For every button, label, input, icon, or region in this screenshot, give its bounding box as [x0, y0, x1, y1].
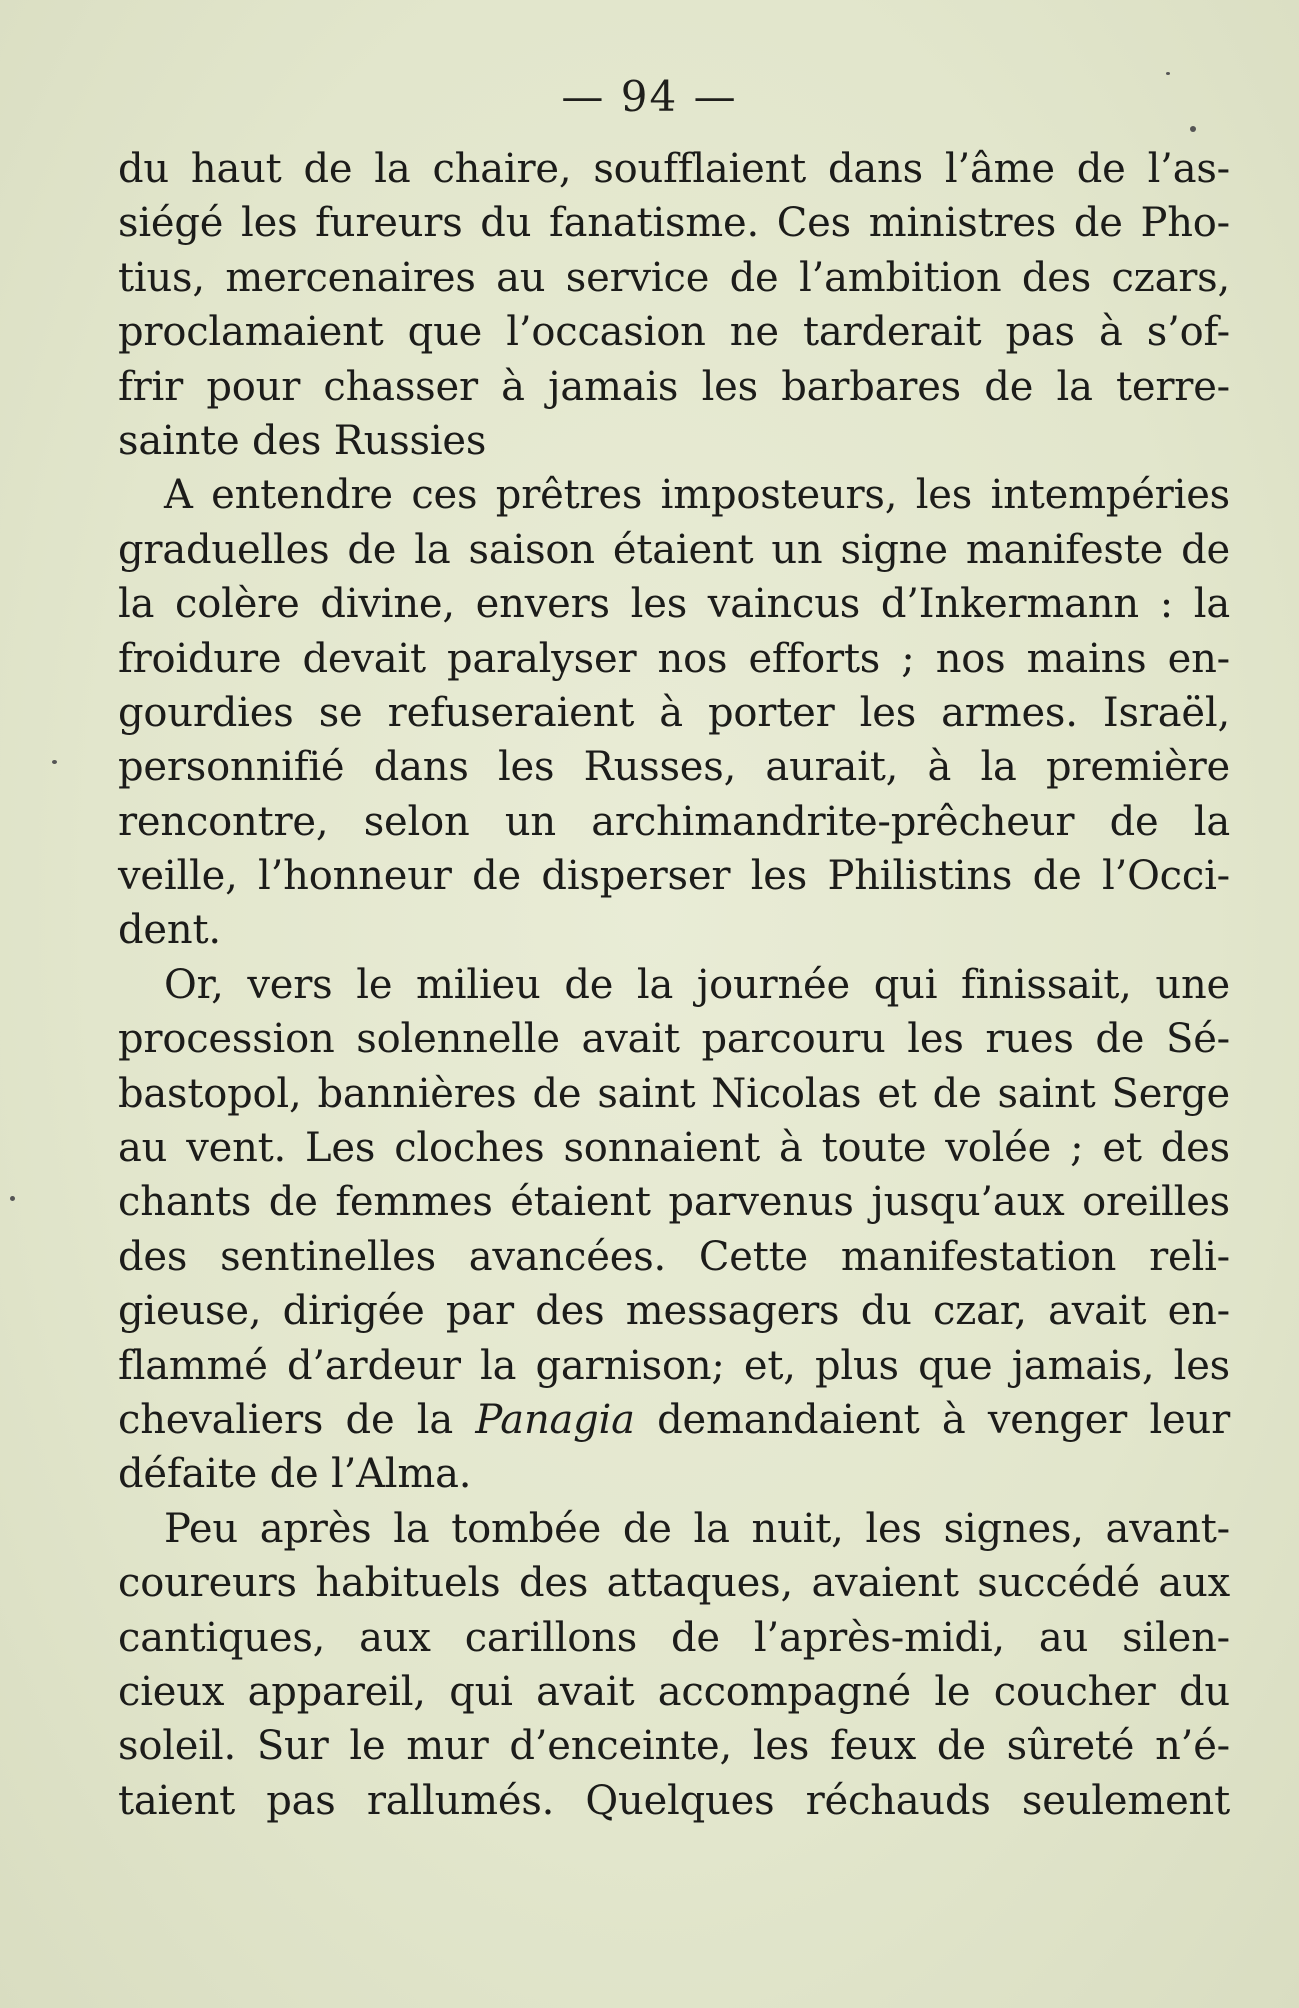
italic-word: Panagia	[475, 1396, 635, 1443]
paper-speck	[10, 1196, 15, 1201]
text-line: au vent. Les cloches sonnaient à toute volée ; et des	[118, 1125, 1230, 1172]
text-line: sainte des Russies	[118, 417, 487, 464]
paper-speck	[1190, 126, 1196, 132]
text-line: défaite de l’Alma.	[118, 1451, 472, 1498]
text-line: chants de femmes étaient parvenus jusqu’aux oreilles	[118, 1179, 1230, 1226]
text-line: des sentinelles avancées. Cette manifestation reli-	[118, 1233, 1230, 1280]
text-line: tius, mercenaires au service de l’ambition des czars,	[118, 254, 1230, 301]
paragraph-first-line: A entendre ces prêtres imposteurs, les intempéries	[164, 472, 1230, 519]
text-line: siégé les fureurs du fanatisme. Ces ministres de Pho-	[118, 200, 1230, 247]
text-line: chevaliers de la Panagia demandaient à venger leur	[118, 1396, 1230, 1443]
text-line: coureurs habituels des attaques, avaient succédé aux	[118, 1560, 1230, 1607]
paper-speck	[52, 760, 57, 764]
text-line: dent.	[118, 907, 221, 954]
text-line: cieux appareil, qui avait accompagné le coucher du	[118, 1668, 1230, 1715]
text-line: frir pour chasser à jamais les barbares de la terre-	[118, 363, 1230, 410]
text-line: gieuse, dirigée par des messagers du czar, avait en-	[118, 1288, 1230, 1335]
text-line: gourdies se refuseraient à porter les armes. Israël,	[118, 689, 1230, 736]
paper-speck	[1166, 72, 1170, 75]
body-text	[118, 142, 1230, 1828]
text-line: flammé d’ardeur la garnison; et, plus que jamais, les	[118, 1342, 1230, 1389]
paragraph-first-line: Or, vers le milieu de la journée qui finissait, une	[164, 961, 1230, 1008]
text-line: taient pas rallumés. Quelques réchauds seulement	[118, 1777, 1230, 1824]
text-line: la colère divine, envers les vaincus d’Inkermann : la	[118, 581, 1230, 628]
text-line: rencontre, selon un archimandrite-prêcheur de la	[118, 798, 1230, 845]
text-line: froidure devait paralyser nos efforts ; nos mains en-	[118, 635, 1230, 682]
text-line: soleil. Sur le mur d’enceinte, les feux de sûreté n’é-	[118, 1723, 1230, 1770]
text-line: graduelles de la saison étaient un signe manifeste de	[118, 526, 1230, 573]
page-number: — 94 —	[561, 72, 738, 121]
text-line: proclamaient que l’occasion ne tarderait pas à s’of-	[118, 309, 1230, 356]
text-line: bastopol, bannières de saint Nicolas et de saint Serge	[118, 1070, 1230, 1117]
text-line: procession solennelle avait parcouru les rues de Sé-	[118, 1016, 1230, 1063]
paragraph-first-line: Peu après la tombée de la nuit, les signes, avant-	[164, 1505, 1230, 1552]
text-line: personnifié dans les Russes, aurait, à la première	[118, 744, 1230, 791]
text-line: veille, l’honneur de disperser les Philistins de l’Occi-	[118, 853, 1230, 900]
text-line: du haut de la chaire, soufflaient dans l’âme de l’as-	[118, 146, 1230, 192]
text-line: cantiques, aux carillons de l’après-midi, au silen-	[118, 1614, 1230, 1661]
